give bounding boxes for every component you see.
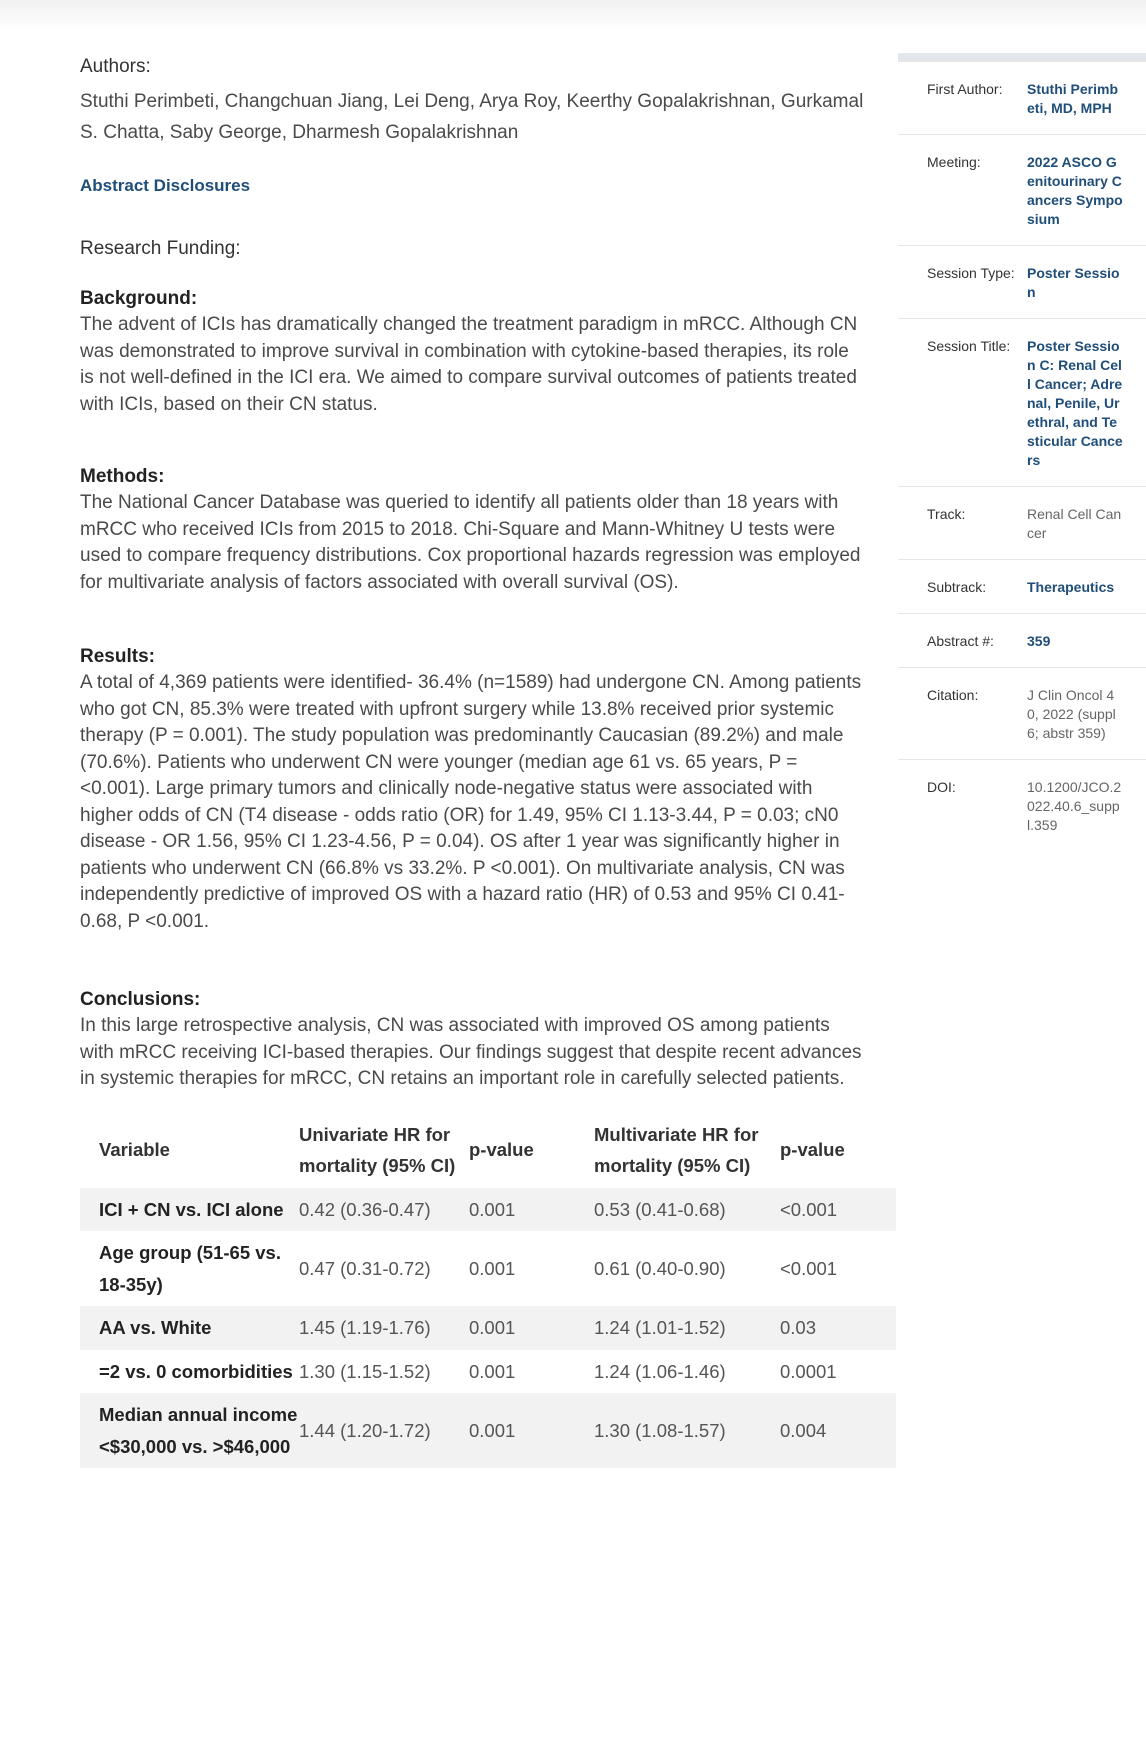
table-cell: 0.001 bbox=[469, 1306, 594, 1350]
abstract-details-sidebar bbox=[898, 53, 1146, 851]
table-cell: 0.03 bbox=[780, 1306, 896, 1350]
methods-heading: Methods: bbox=[80, 466, 165, 487]
table-cell: 0.001 bbox=[469, 1360, 516, 1382]
methods-text: The National Cancer Database was queried to identify all patients older than 18 years with mRCC who received ICIs from 2015 to 2018. Chi-Square and Mann-Whitney U tests were used to compare frequency distributions. Cox proportional hazards regression was employed for multivariate analysis of factors associated with overall survival (OS). bbox=[80, 492, 861, 593]
abstract-disclosures-link[interactable]: Abstract Disclosures bbox=[80, 176, 251, 195]
table-cell: <0.001 bbox=[780, 1188, 896, 1232]
table-cell: 0.53 (0.41-0.68) bbox=[594, 1188, 780, 1232]
table-header-cell: p-value bbox=[780, 1139, 845, 1161]
sidebar-row-abstract-number bbox=[898, 614, 1146, 668]
results-text: A total of 4,369 patients were identified- 36.4% (n=1589) had undergone CN. Among patients who got CN, 85.3% were treated with upfront surgery while 13.8% received prior systemic therapy (P = 0.001). The study population was predominantly Caucasian (89.2%) and male (70.6%). Patients who underwent CN were younger (median age 61 vs. 65 years, P = <0.001). Large primary tumors and clinically node-negative status were associated with higher odds of CN (T4 disease - odds ratio (OR) for 1.49, 95% CI 1.13-3.44, P = 0.03; cN0 disease - OR 1.56, 95% CI 1.23-4.56, P = 0.04). OS after 1 year was significantly higher in patients who underwent CN (66.8% vs 33.2%. P <0.001). On multivariate analysis, CN was independently predictive of improved OS with a hazard ratio (HR) of 0.53 and 95% CI 0.41-0.68, P <0.001. bbox=[80, 672, 862, 932]
citation-value: J Clin Oncol 40, 2022 (suppl 6; abstr 359) bbox=[1027, 687, 1116, 741]
sidebar-row-session-title bbox=[898, 319, 1146, 487]
abstract-number-link[interactable]: 359 bbox=[1027, 633, 1051, 649]
table-header-cell: Univariate HR for mortality (95% CI) bbox=[299, 1123, 456, 1176]
track-value: Renal Cell Cancer bbox=[1027, 506, 1122, 541]
table-cell-variable: Median annual income <$30,000 vs. >$46,000 bbox=[80, 1393, 299, 1468]
sidebar-key: Subtrack: bbox=[927, 579, 987, 595]
conclusions-section bbox=[80, 987, 865, 1093]
table-cell-variable: =2 vs. 0 comorbidities bbox=[99, 1360, 293, 1382]
background-heading: Background: bbox=[80, 288, 198, 309]
sidebar-row-first-author bbox=[898, 62, 1146, 135]
table-cell-variable: ICI + CN vs. ICI alone bbox=[80, 1188, 299, 1232]
background-text: The advent of ICIs has dramatically changed the treatment paradigm in mRCC. Although CN was demonstrated to improve survival in combination with cytokine-based therapies, its role is not well-defined in the ICI era. We aimed to compare survival outcomes of patients treated with ICIs, based on their CN status. bbox=[80, 314, 858, 415]
table-cell: 0.004 bbox=[780, 1393, 896, 1468]
meeting-link[interactable]: 2022 ASCO Genitourinary Cancers Symposium bbox=[1027, 154, 1123, 227]
authors-label: Authors: bbox=[80, 56, 151, 77]
sidebar-key: Session Type: bbox=[927, 265, 1015, 281]
sidebar-key: Abstract #: bbox=[927, 633, 994, 649]
table-row bbox=[80, 1188, 896, 1232]
results-heading: Results: bbox=[80, 646, 155, 667]
table-cell-variable: AA vs. White bbox=[80, 1306, 299, 1350]
table-row bbox=[80, 1350, 896, 1394]
sidebar-row-subtrack bbox=[898, 560, 1146, 614]
subtrack-link[interactable]: Therapeutics bbox=[1027, 579, 1115, 595]
results-table-wrap bbox=[80, 1115, 896, 1469]
table-cell: 0.47 (0.31-0.72) bbox=[299, 1257, 431, 1279]
table-row bbox=[80, 1231, 896, 1306]
sidebar-key: Meeting: bbox=[927, 154, 981, 170]
background-section bbox=[80, 286, 865, 418]
abstract-main bbox=[80, 56, 865, 1468]
table-header-row bbox=[80, 1115, 896, 1188]
table-cell: 0.42 (0.36-0.47) bbox=[299, 1188, 469, 1232]
research-funding-label: Research Funding: bbox=[80, 238, 241, 259]
conclusions-text: In this large retrospective analysis, CN was associated with improved OS among patients with mRCC receiving ICI-based therapies. Our findings suggest that despite recent advances in systemic therapies for mRCC, CN retains an important role in carefully selected patients. bbox=[80, 1015, 862, 1089]
hazard-ratio-table bbox=[80, 1115, 896, 1469]
table-cell: 0.001 bbox=[469, 1257, 516, 1279]
sidebar-top-bar bbox=[898, 53, 1146, 62]
table-cell: <0.001 bbox=[780, 1257, 838, 1279]
page-top-shadow bbox=[0, 0, 1146, 30]
sidebar-row-track bbox=[898, 487, 1146, 560]
sidebar-row-doi bbox=[898, 760, 1146, 851]
table-cell: 1.30 (1.08-1.57) bbox=[594, 1393, 780, 1468]
sidebar-row-meeting bbox=[898, 135, 1146, 246]
table-header-cell: p-value bbox=[469, 1139, 534, 1161]
authors-list: Stuthi Perimbeti, Changchuan Jiang, Lei Deng, Arya Roy, Keerthy Gopalakrishnan, Gurkamal S. Chatta, Saby George, Dharmesh Gopalakrishnan bbox=[80, 91, 864, 143]
table-row bbox=[80, 1306, 896, 1350]
table-cell: 0.001 bbox=[469, 1188, 594, 1232]
table-cell: 1.24 (1.01-1.52) bbox=[594, 1306, 780, 1350]
table-cell: 0.001 bbox=[469, 1393, 594, 1468]
sidebar-key: Track: bbox=[927, 506, 966, 522]
table-cell: 1.30 (1.15-1.52) bbox=[299, 1360, 431, 1382]
sidebar-row-citation bbox=[898, 668, 1146, 760]
results-section bbox=[80, 644, 865, 935]
sidebar-key: First Author: bbox=[927, 81, 1003, 97]
sidebar-key: Session Title: bbox=[927, 338, 1011, 354]
first-author-link[interactable]: Stuthi Perimbeti, MD, MPH bbox=[1027, 81, 1119, 116]
sidebar-row-session-type bbox=[898, 246, 1146, 319]
table-cell: 1.45 (1.19-1.76) bbox=[299, 1306, 469, 1350]
table-cell: 0.0001 bbox=[780, 1360, 837, 1382]
table-cell: 1.44 (1.20-1.72) bbox=[299, 1393, 469, 1468]
table-header-cell: Multivariate HR for mortality (95% CI) bbox=[594, 1123, 759, 1176]
sidebar-key: DOI: bbox=[927, 779, 956, 795]
table-cell-variable: Age group (51-65 vs. 18-35y) bbox=[99, 1242, 281, 1295]
table-row bbox=[80, 1393, 896, 1468]
table-cell: 0.61 (0.40-0.90) bbox=[594, 1257, 726, 1279]
doi-value: 10.1200/JCO.2022.40.6_suppl.359 bbox=[1027, 779, 1122, 833]
table-cell: 1.24 (1.06-1.46) bbox=[594, 1360, 726, 1382]
session-type-link[interactable]: Poster Session bbox=[1027, 265, 1120, 300]
methods-section bbox=[80, 464, 865, 596]
session-title-link[interactable]: Poster Session C: Renal Cell Cancer; Adrenal, Penile, Urethral, and Testicular Cancers bbox=[1027, 338, 1123, 468]
sidebar-key: Citation: bbox=[927, 687, 979, 703]
table-header-cell: Variable bbox=[99, 1139, 170, 1161]
conclusions-heading: Conclusions: bbox=[80, 989, 201, 1010]
